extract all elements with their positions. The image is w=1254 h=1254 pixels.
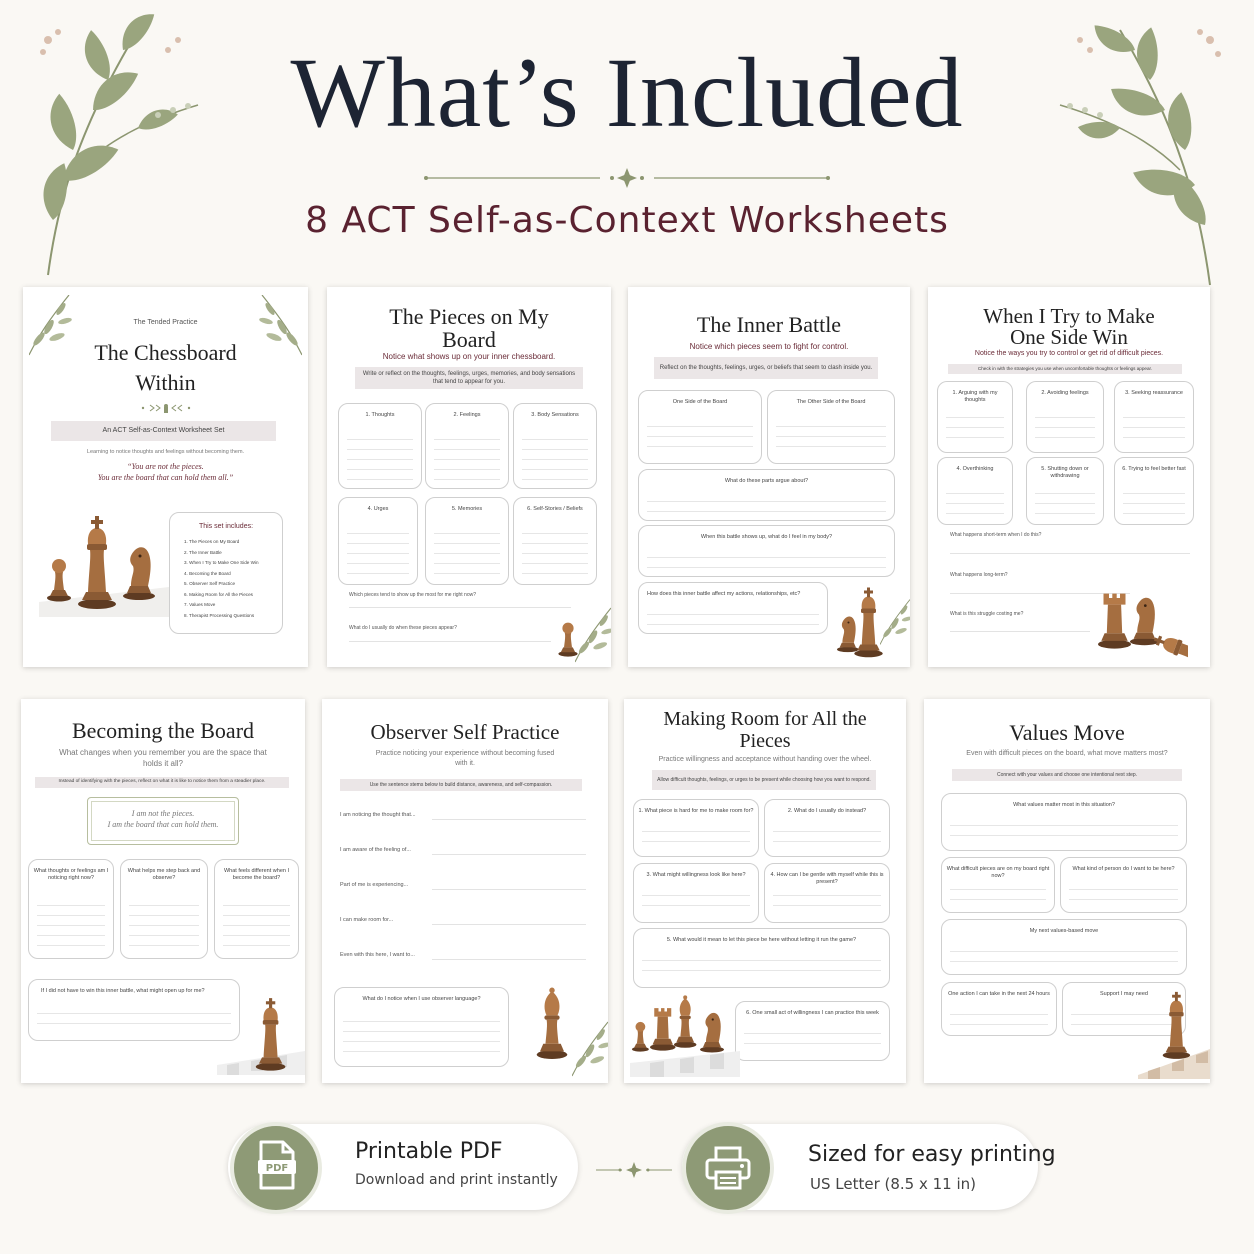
ws3-box-label: 2. Avoiding feelings — [1041, 390, 1089, 396]
footer-ornament — [594, 1160, 674, 1180]
ws4-quote-box: I am not the pieces. I am the board that can hold them. — [87, 797, 239, 845]
ws3-box-2 — [1026, 381, 1104, 453]
ws4-box-label: What feels different when I become the board? — [223, 868, 290, 882]
ws7-box-3 — [1060, 857, 1187, 913]
ws5-stem: I can make room for... — [340, 917, 394, 923]
ws3-box-1 — [937, 381, 1013, 453]
ws6-band: Allow difficult thoughts, feelings, or urges to be present while choosing how you want to respond. — [652, 770, 876, 790]
ws7-box-label: What kind of person do I want to be here? — [1072, 866, 1175, 872]
ws7-box-5 — [941, 982, 1057, 1036]
ws1-box-5 — [425, 497, 509, 585]
ws6-box-label: 3. What might willingness look like here? — [646, 872, 746, 878]
ws4-king-on-board — [217, 995, 305, 1075]
ws1-box-label: 4. Urges — [367, 506, 389, 512]
includes-list — [184, 537, 259, 621]
ws7-king-on-board — [1138, 989, 1210, 1079]
ws3-box-label: 3. Seeking reassurance — [1125, 390, 1183, 396]
ws7-box-label: My next values-based move — [1029, 928, 1099, 934]
worksheet-becoming-the-board — [21, 699, 305, 1083]
ws1-box-6 — [513, 497, 597, 585]
ws1-subtitle: Notice what shows up on your inner chessboard. — [382, 352, 556, 361]
ws1-title-line2: Board — [442, 327, 496, 352]
ws3-box-3 — [1114, 381, 1194, 453]
ws4-subtitle: What changes when you remember you are the space that holds it all? — [59, 748, 267, 769]
worksheet-observer-self-practice — [322, 699, 608, 1083]
ws2-title: The Inner Battle — [696, 312, 842, 337]
ws1-band: Write or reflect on the thoughts, feelings, urges, memories, and body sensations that tend to appear for you. — [355, 367, 583, 389]
ws1-question-2: What do I usually do when these pieces appear? — [349, 625, 457, 631]
ws6-box-label: 5. What would it mean to let this piece be here without letting it run the game? — [666, 937, 857, 943]
ws1-box-label: 3. Body Sensations — [531, 412, 579, 418]
ws5-stem: Even with this here, I want to... — [340, 952, 415, 958]
ws3-box-5 — [1026, 457, 1104, 525]
ws7-subtitle: Even with difficult pieces on the board, what move matters most? — [966, 750, 1168, 757]
ws7-box-label: What difficult pieces are on my board right now? — [946, 866, 1050, 880]
ws4-box-label: What helps me step back and observe? — [127, 868, 201, 882]
ws7-box-4 — [941, 919, 1187, 975]
ws4-box-2 — [120, 859, 208, 959]
title-divider — [420, 168, 834, 188]
cover-quote-line2: You are the board that can hold them all.” — [97, 473, 234, 482]
ws7-box-label: One action I can take in the next 24 hours — [948, 991, 1050, 997]
ws6-box-5 — [633, 928, 890, 988]
cover-chess-pieces — [39, 497, 169, 617]
worksheet-make-one-side-win — [928, 287, 1210, 667]
ws2-chess-pieces — [828, 583, 888, 658]
ws7-box-label: What values matter most in this situation? — [1013, 802, 1115, 808]
page-title: What’s Included — [290, 37, 964, 148]
ws1-box-label: 1. Thoughts — [365, 412, 395, 418]
ws3-subtitle: Notice the ways you try to control or get rid of difficult pieces. — [974, 350, 1164, 357]
ws7-band: Connect with your values and choose one intentional next step. — [952, 769, 1182, 781]
cover-ornament — [140, 402, 192, 414]
includes-item: 4. Becoming the Board — [184, 570, 231, 576]
ws3-question-2: What happens long-term? — [950, 572, 1008, 578]
pdf-badge-title: Printable PDF — [355, 1139, 503, 1164]
includes-item: 6. Making Room for All the Pieces — [184, 591, 253, 597]
cover-band: An ACT Self-as-Context Worksheet Set — [51, 421, 276, 441]
ws1-question-1: Which pieces tend to show up the most for me right now? — [349, 592, 477, 598]
ws4-box-1 — [28, 859, 114, 959]
ws3-box-label: 6. Trying to feel better fast — [1122, 466, 1186, 472]
worksheet-inner-battle — [628, 287, 910, 667]
printer-icon — [705, 1146, 751, 1190]
ws2-box-side-one: One Side of the Board — [638, 390, 762, 464]
ws6-box-3 — [633, 863, 759, 923]
ws2-box-body: When this battle shows up, what do I feel in my body? — [638, 525, 895, 577]
worksheet-pieces-on-my-board — [327, 287, 611, 667]
ws3-band: Check in with the strategies you use when uncomfortable thoughts or feelings appear. — [948, 364, 1182, 374]
ws5-sprig — [572, 1019, 608, 1079]
cover-includes-box — [169, 512, 283, 634]
ws3-title-line1: When I Try to Make — [983, 304, 1155, 328]
includes-heading: This set includes: — [198, 523, 254, 530]
ws5-box-observer-language: What do I notice when I use observer language? — [334, 987, 509, 1067]
ws5-band: Use the sentence stems below to build distance, awareness, and self-compassion. — [340, 779, 582, 791]
pdf-icon-label: PDF — [265, 1163, 289, 1174]
includes-item: 1. The Pieces on My Board — [184, 539, 240, 544]
page-subtitle: 8 ACT Self-as-Context Worksheets — [305, 200, 949, 241]
ws5-title: Observer Self Practice — [370, 720, 560, 744]
ws6-box-label: 1. What piece is hard for me to make room for? — [638, 808, 754, 814]
ws7-title: Values Move — [1009, 720, 1125, 745]
cover-tagline: Learning to notice thoughts and feelings without becoming them. — [86, 449, 245, 455]
ws5-stem: Part of me is experiencing... — [340, 882, 409, 888]
ws6-title-line2: Pieces — [739, 730, 791, 752]
ws1-title-line1: The Pieces on My — [389, 304, 549, 329]
cover-title-line1: The Chessboard — [94, 340, 237, 365]
ws5-stem: I am noticing the thought that... — [340, 812, 416, 818]
includes-item: 5. Observer Self Practice — [184, 581, 236, 586]
ws2-subtitle: Notice which pieces seem to fight for control. — [689, 342, 849, 351]
ws3-chess-pieces — [1098, 585, 1188, 660]
worksheet-values-move — [924, 699, 1210, 1083]
ws6-title-line1: Making Room for All the — [663, 708, 867, 730]
pdf-badge-subtitle: Download and print instantly — [355, 1172, 558, 1188]
ws3-box-label: 1. Arguing with my thoughts — [952, 390, 998, 404]
ws5-stem: I am aware of the feeling of... — [340, 847, 411, 853]
ws5-subtitle: Practice noticing your experience without becoming fused with it. — [375, 750, 555, 767]
ws6-box-1 — [633, 799, 759, 857]
cover-page — [23, 287, 308, 667]
ws2-box-affect: How does this inner battle affect my actions, relationships, etc? — [638, 582, 828, 634]
includes-item: 3. When I Try to Make One Side Win — [184, 560, 259, 565]
ws3-box-label: 4. Overthinking — [956, 466, 994, 472]
ws1-box-label: 2. Feelings — [453, 412, 481, 418]
worksheet-making-room — [624, 699, 906, 1083]
ws1-box-1 — [338, 403, 422, 489]
ws6-box-label: 6. One small act of willingness I can practice this week — [746, 1010, 879, 1016]
ws4-box-3 — [214, 859, 299, 959]
cover-quote-line1: “You are not the pieces. — [127, 462, 204, 471]
ws3-box-4 — [937, 457, 1013, 525]
ws2-box-argue: What do these parts argue about? — [638, 469, 895, 521]
ws1-sprig — [575, 607, 611, 663]
includes-item: 7. Values Move — [184, 602, 216, 607]
cover-title-line2: Within — [135, 370, 196, 395]
ws6-subtitle: Practice willingness and acceptance without handing over the wheel. — [658, 756, 872, 763]
ws7-box-label: Support I may need — [1099, 991, 1148, 997]
ws7-box-2 — [941, 857, 1055, 913]
ws6-chess-pieces — [630, 995, 740, 1077]
ws6-box-4 — [764, 863, 890, 923]
cover-brand: The Tended Practice — [133, 319, 198, 326]
includes-item: 2. The Inner Battle — [184, 549, 222, 555]
print-badge-subtitle: US Letter (8.5 x 11 in) — [810, 1175, 977, 1193]
ws3-box-label: 5. Shutting down or withdrawing — [1041, 466, 1089, 480]
ws6-box-label: 2. What do I usually do instead? — [787, 808, 867, 814]
ws2-box-side-two: The Other Side of the Board — [767, 390, 895, 464]
ws3-title-line2: One Side Win — [1010, 325, 1128, 349]
ws1-box-3 — [513, 403, 597, 489]
ws6-box-6 — [735, 1001, 890, 1061]
ws3-question-1: What happens short-term when I do this? — [950, 532, 1042, 538]
ws1-box-2 — [425, 403, 509, 489]
ws3-box-6 — [1114, 457, 1194, 525]
ws4-box-label: What thoughts or feelings am I noticing right now? — [33, 868, 109, 882]
ws6-box-label: 4. How can I be gentle with myself while this is present? — [770, 872, 884, 886]
ws7-box-1 — [941, 793, 1187, 851]
ws1-box-label: 6. Self-Stories / Beliefs — [527, 506, 583, 512]
ws3-question-3: What is this struggle costing me? — [950, 611, 1024, 617]
ws4-box-open-up: If I did not have to win this inner battle, what might open up for me? — [28, 979, 240, 1041]
ws1-box-label: 5. Memories — [451, 506, 483, 512]
ws5-bishop-icon — [536, 987, 568, 1059]
print-badge-title: Sized for easy printing — [808, 1142, 1056, 1167]
ws4-title: Becoming the Board — [71, 718, 255, 743]
pdf-file-icon — [258, 1140, 296, 1190]
ws4-band: Instead of identifying with the pieces, reflect on what it is like to notice them from a steadier place. — [35, 777, 289, 788]
includes-item: 8. Therapist Processing Questions — [184, 612, 255, 618]
ws6-box-2 — [764, 799, 890, 857]
ws1-box-4 — [338, 497, 418, 585]
ws2-sprig — [880, 592, 910, 652]
ws2-band: Reflect on the thoughts, feelings, urges, or beliefs that seem to clash inside you. — [654, 357, 878, 379]
